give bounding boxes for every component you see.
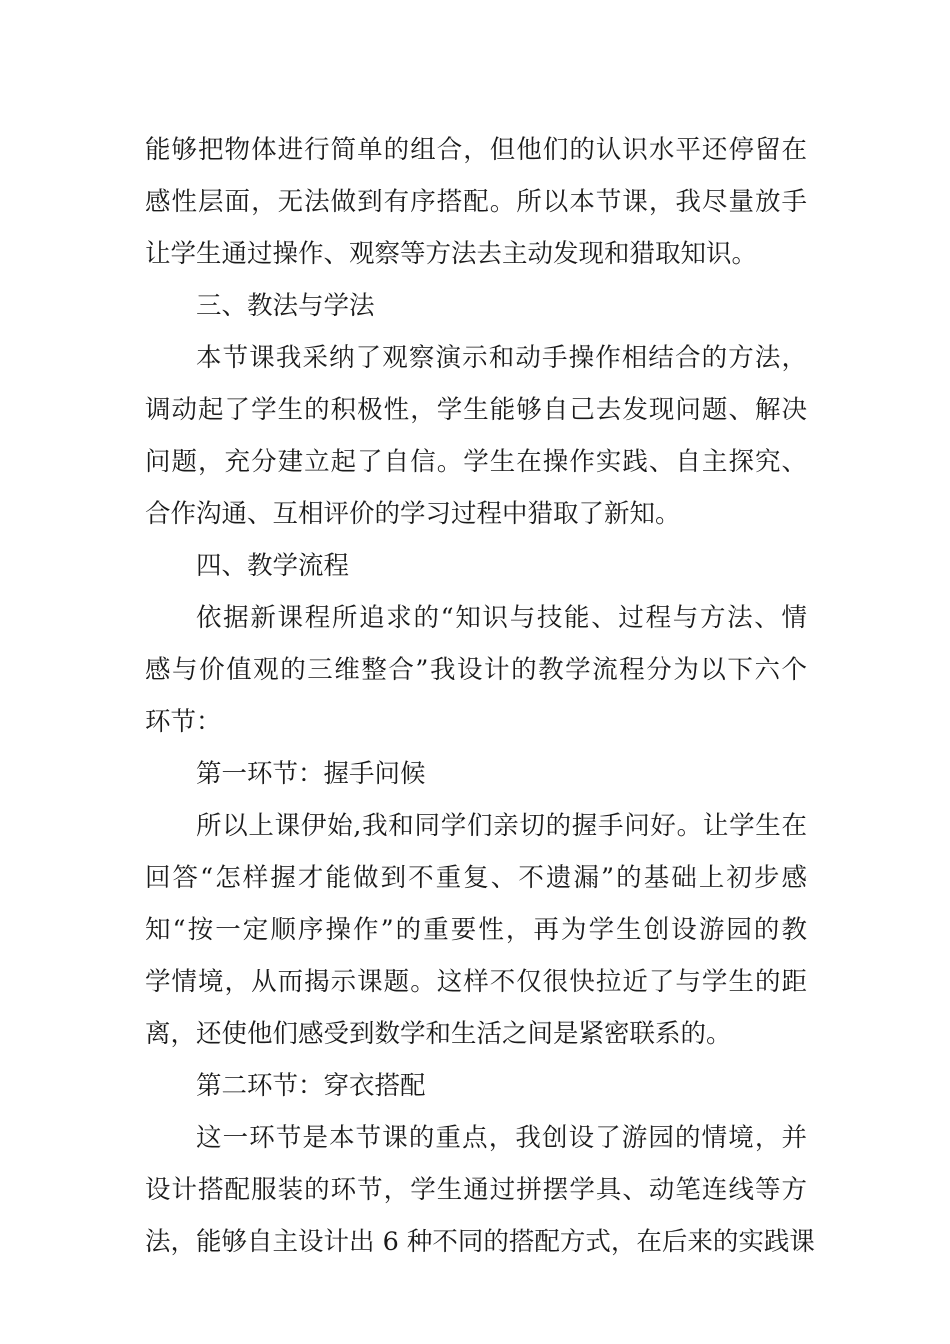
text-line: 所以上课伊始,我和同学们亲切的握手问好。让学生在: [196, 811, 807, 841]
text-line: 合作沟通、互相评价的学习过程中猎取了新知。: [145, 499, 681, 529]
text-line: 三、教法与学法: [196, 291, 375, 321]
text-line: 本节课我采纳了观察演示和动手操作相结合的方法，: [196, 343, 807, 373]
text-line: 第二环节：穿衣搭配: [196, 1071, 426, 1101]
text-line: 调动起了学生的积极性，学生能够自己去发现问题、解决: [145, 395, 807, 425]
text-line: 环节：: [145, 707, 222, 737]
text-line: 依据新课程所追求的“知识与技能、过程与方法、情: [196, 603, 807, 633]
text-line: 感性层面，无法做到有序搭配。所以本节课，我尽量放手: [145, 187, 807, 217]
text-line: 问题，充分建立起了自信。学生在操作实践、自主探究、: [145, 447, 807, 477]
text-line: 学情境，从而揭示课题。这样不仅很快拉近了与学生的距: [145, 967, 807, 997]
text-line: 感与价值观的三维整合”我设计的教学流程分为以下六个: [145, 655, 807, 685]
text-line: 这一环节是本节课的重点，我创设了游园的情境，并: [196, 1123, 807, 1153]
text-line: 回答“怎样握才能做到不重复、不遗漏”的基础上初步感: [145, 863, 807, 893]
text-line: 设计搭配服装的环节，学生通过拼摆学具、动笔连线等方: [145, 1175, 807, 1205]
text-line: 四、教学流程: [196, 551, 350, 581]
text-line: 离，还使他们感受到数学和生活之间是紧密联系的。: [145, 1019, 732, 1049]
text-line: 法，能够自主设计出 6 种不同的搭配方式，在后来的实践课: [145, 1227, 815, 1257]
text-line: 让学生通过操作、观察等方法去主动发现和猎取知识。: [145, 239, 758, 269]
text-line: 第一环节：握手问候: [196, 759, 426, 789]
document-body: [145, 124, 815, 1268]
text-line: 知“按一定顺序操作”的重要性，再为学生创设游园的教: [145, 915, 807, 945]
text-line: 能够把物体进行简单的组合，但他们的认识水平还停留在: [145, 135, 807, 165]
